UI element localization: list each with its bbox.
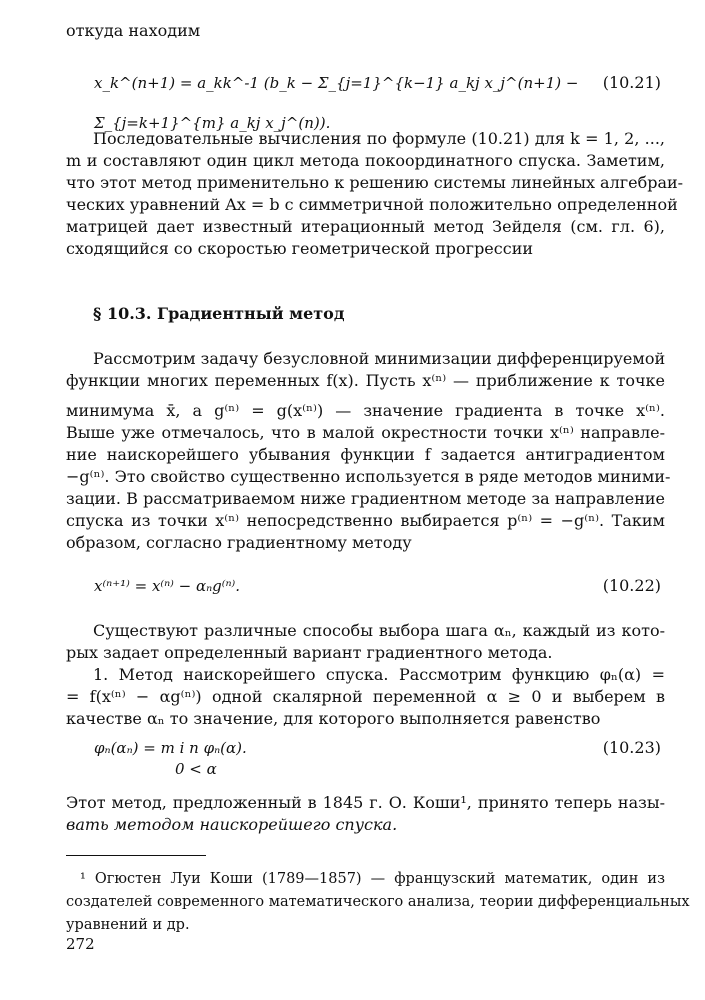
equation-10-23: [66, 728, 661, 768]
equation-10-21-number: (10.21): [602, 73, 661, 92]
footnote-line: создателей современного математического анализа, теории дифференциальных: [66, 894, 690, 910]
paragraph-2-line: образом, согласно градиентному методу: [66, 533, 412, 552]
paragraph-5-line: вать методом наискорейшего спуска.: [66, 815, 398, 834]
paragraph-3-line: рых задает определенный вариант градиентного метода.: [66, 643, 553, 662]
equation-10-21: [66, 63, 661, 132]
equation-10-21-expression: x_k^(n+1) = a_kk^-1 (b_k − Σ_{j=1}^{k−1} a_kj x_j^(n+1) − Σ_{j=k+1}^{m} a_kj x_j^(n)).: [94, 74, 579, 132]
paragraph-4-line: 1. Метод наискорейшего спуска. Рассмотрим функцию φₙ(α) =: [93, 665, 665, 684]
paragraph-2-line: ние наискорейшего убывания функции f задается антиградиентом: [66, 445, 665, 464]
paragraph-1-line: матрицей дает известный итерационный метод Зейделя (см. гл. 6),: [66, 217, 665, 236]
paragraph-2-line: минимума x̄, а g⁽ⁿ⁾ = g(x⁽ⁿ⁾) — значение градиента в точке x⁽ⁿ⁾.: [66, 401, 665, 420]
paragraph-2-line: зации. В рассматриваемом ниже градиентном методе за направление: [66, 489, 665, 508]
equation-10-23-number: (10.23): [602, 738, 661, 757]
equation-10-23-expression: φₙ(αₙ) = m i n φₙ(α).: [94, 739, 247, 757]
equation-10-22-expression: x⁽ⁿ⁺¹⁾ = x⁽ⁿ⁾ − αₙg⁽ⁿ⁾.: [94, 577, 240, 595]
paragraph-2-line: Рассмотрим задачу безусловной минимизации дифференцируемой: [93, 349, 666, 368]
paragraph-2-line: функции многих переменных f(x). Пусть x⁽ⁿ⁾ — приближение к точке: [66, 371, 665, 390]
paragraph-5-line: Этот метод, предложенный в 1845 г. О. Коши¹, принято теперь назы-: [66, 793, 665, 812]
paragraph-1-line: m и составляют один цикл метода покоординатного спуска. Заметим,: [66, 151, 665, 170]
paragraph-1-line: сходящийся со скоростью геометрической прогрессии: [66, 239, 534, 258]
paragraph-2-line: Выше уже отмечалось, что в малой окрестности точки x⁽ⁿ⁾ направле-: [66, 423, 665, 442]
section-heading: § 10.3. Градиентный метод: [93, 304, 345, 323]
paragraph-2-line: спуска из точки x⁽ⁿ⁾ непосредственно выбирается p⁽ⁿ⁾ = −g⁽ⁿ⁾. Таким: [66, 511, 665, 530]
footnote-divider: [66, 855, 206, 856]
footnote-line: ¹ Огюстен Луи Коши (1789—1857) — французский математик, один из: [80, 871, 665, 887]
paragraph-2-line: −g⁽ⁿ⁾. Это свойство существенно используется в ряде методов миними-: [66, 467, 671, 486]
paragraph-1-line: Последовательные вычисления по формуле (10.21) для k = 1, 2, ...,: [93, 129, 665, 148]
paragraph-1-line: ческих уравнений Ax = b с симметричной положительно определенной: [66, 195, 678, 214]
page-number: 272: [66, 935, 95, 953]
equation-10-23-min-subscript: 0 < α: [175, 760, 217, 778]
footnote-line: уравнений и др.: [66, 917, 190, 933]
equation-10-22-number: (10.22): [602, 576, 661, 595]
paragraph-4-line: = f(x⁽ⁿ⁾ − αg⁽ⁿ⁾) одной скалярной переменной α ≥ 0 и выберем в: [66, 687, 665, 706]
equation-10-22: [66, 566, 661, 606]
paragraph-3-line: Существуют различные способы выбора шага αₙ, каждый из кото-: [93, 621, 665, 640]
intro-line: откуда находим: [66, 21, 201, 40]
paragraph-4-line: качестве αₙ то значение, для которого выполняется равенство: [66, 709, 601, 728]
paragraph-1-line: что этот метод применительно к решению системы линейных алгебраи-: [66, 173, 684, 192]
